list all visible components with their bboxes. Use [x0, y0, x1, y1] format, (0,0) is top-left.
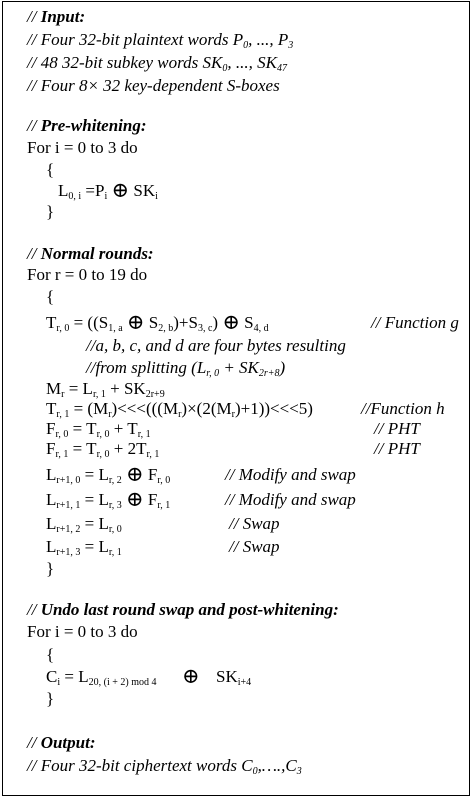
- xor-icon: ⊕: [126, 487, 144, 511]
- xor-icon: ⊕: [126, 462, 144, 486]
- prewhitening-for: For i = 0 to 3 do: [27, 138, 138, 157]
- xor-icon: ⊕: [222, 310, 240, 334]
- prewhitening-heading: // Pre-whitening:: [27, 116, 147, 135]
- round-l1-comment: // Modify and swap: [225, 490, 356, 509]
- round-l2-comment: // Swap: [229, 514, 280, 533]
- round-t1-comment: //Function h: [361, 399, 445, 418]
- undo-subkey: $SK_{i+4}$: [216, 667, 252, 688]
- prewhitening-statement: $L_{0, i} =P_i$ ⊕ $SK_i$: [58, 178, 158, 202]
- round-l3-comment: // Swap: [229, 537, 280, 556]
- round-t0-statement: $T_{r, 0} = ((S_{1, a}$ ⊕ $S_{2, b})+S_{3, c}$) ⊕ $S_{4, d}$: [46, 310, 269, 334]
- undo-title: Undo last round swap and post-whitening:: [40, 600, 339, 619]
- round-m-statement: $M_r = L_{r, 1} + SK_{2r+9}$: [46, 379, 165, 400]
- prewhitening-close-brace: }: [46, 202, 55, 221]
- prewhitening-title: Pre-whitening:: [40, 116, 147, 135]
- rounds-close-brace: }: [46, 559, 55, 578]
- round-l0-statement: $L_{r+1, 0} = L_{r, 2}$ ⊕ $F_{r, 0}$: [46, 462, 171, 486]
- output-line-ciphertext: // Four 32-bit ciphertext words $C_0,\dots.,C_3$: [27, 756, 302, 777]
- xor-icon: ⊕: [182, 664, 200, 688]
- undo-for: For i = 0 to 3 do: [27, 622, 138, 641]
- undo-close-brace: }: [46, 689, 55, 708]
- undo-open-brace: {: [46, 645, 55, 664]
- round-l1-statement: $L_{r+1, 1} = L_{r, 3}$ ⊕ $F_{r, 1}$: [46, 487, 171, 511]
- round-l2-statement: $L_{r+1, 2} = L_{r, 0}$: [46, 514, 122, 535]
- round-t0-comment: // Function g: [371, 313, 459, 332]
- rounds-for: For r = 0 to 19 do: [27, 265, 148, 284]
- round-l3-statement: $L_{r+1, 3} = L_{r, 1}$: [46, 537, 122, 558]
- undo-statement: $C_i = L_{20, (i + 2) mod 4}$: [46, 667, 157, 688]
- xor-icon: ⊕: [111, 178, 130, 202]
- rounds-title: Normal rounds:: [40, 244, 154, 263]
- output-title: Output:: [40, 733, 96, 752]
- input-heading: // Input:: [27, 7, 86, 26]
- input-line-sboxes: // Four 8× 32 key-dependent S-boxes: [27, 76, 280, 95]
- round-t1-statement: $T_{r, 1} = (M_r)<<<(((M_r)\times(2(M_r)+1))<<<5)$: [46, 399, 313, 420]
- round-f0-comment: // PHT: [374, 419, 420, 438]
- undo-heading: // Undo last round swap and post-whitening:: [27, 600, 339, 619]
- prewhitening-open-brace: {: [46, 160, 55, 179]
- round-comment-split: //from splitting $(L_{r, 0} + SK_{2r+8})$: [86, 358, 286, 379]
- round-comment-bytes: //a, b, c, and d are four bytes resulting: [86, 336, 346, 355]
- round-l0-comment: // Modify and swap: [225, 465, 356, 484]
- round-f0-statement: $F_{r, 0} = T_{r, 0} + T_{r, 1}$: [46, 419, 151, 440]
- input-line-plaintext: // Four 32-bit plaintext words $P_0$, ..., $P_3$: [27, 30, 294, 51]
- round-f1-comment: // PHT: [374, 439, 420, 458]
- input-title: Input:: [40, 7, 86, 26]
- rounds-heading: // Normal rounds:: [27, 244, 154, 263]
- input-line-subkeys: // 48 32-bit subkey words $SK_0$, ..., $SK_{47}$: [27, 53, 287, 74]
- xor-icon: ⊕: [126, 310, 145, 334]
- round-f1-statement: $F_{r, 1} = T_{r, 0} + 2T_{r, 1}$: [46, 439, 160, 460]
- rounds-open-brace: {: [46, 287, 55, 306]
- output-heading: // Output:: [27, 733, 96, 752]
